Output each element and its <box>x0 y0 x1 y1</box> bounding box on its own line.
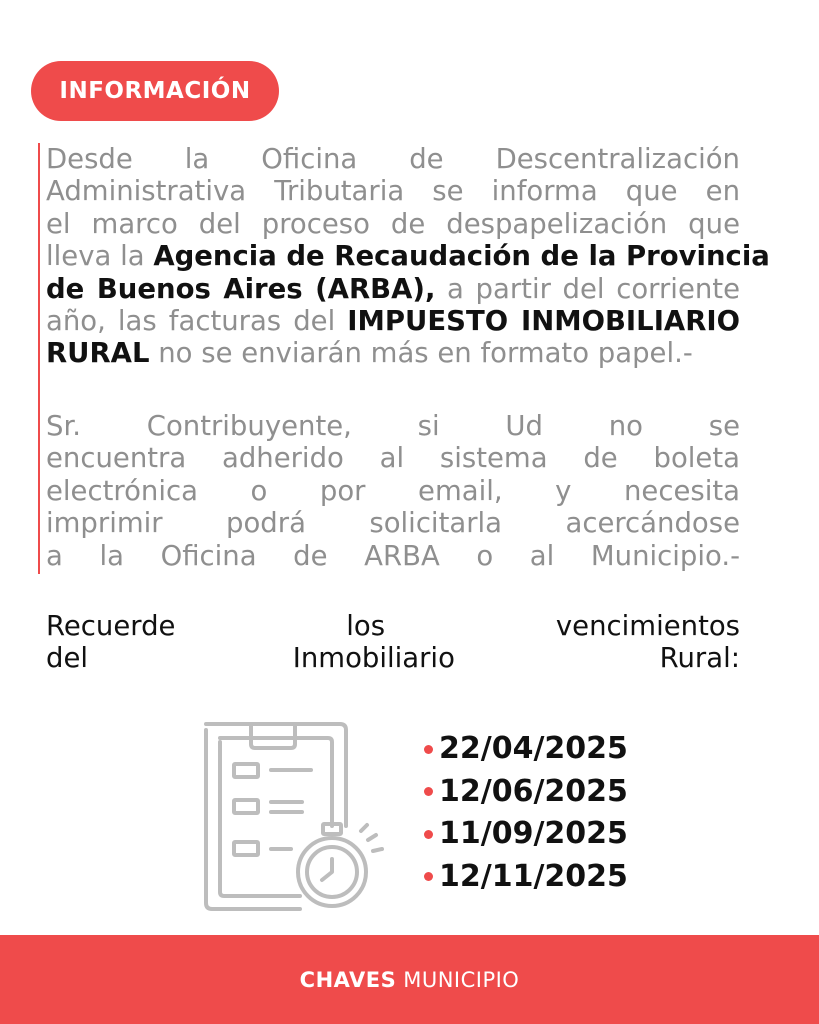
tax-name-cont: RURAL <box>46 337 150 370</box>
p2-line-5: a la Oficina de ARBA o al Municipio.- <box>46 539 740 572</box>
tax-name: IMPUESTO INMOBILIARIO <box>347 305 740 338</box>
p2-line-3: electrónica o por email, y necesita <box>46 474 740 507</box>
due-date <box>424 813 628 856</box>
due-date-text: 22/04/2025 <box>439 731 628 766</box>
p1-line-5-text: a partir del corriente <box>435 272 740 305</box>
p3-line-1: Recuerde los vencimientos <box>46 610 740 642</box>
footer-brand: CHAVES <box>299 967 397 992</box>
bullet-dot-icon <box>424 745 433 754</box>
p1-line-6-text: año, las facturas del <box>46 305 348 338</box>
p1-line-2: Administrativa Tributaria se informa que en <box>46 175 740 208</box>
bullet-dot-icon <box>424 830 433 839</box>
accent-rule <box>38 143 40 574</box>
due-date <box>424 856 628 899</box>
due-dates-list <box>424 728 628 898</box>
p2-line-2: encuentra adherido al sistema de boleta <box>46 442 740 475</box>
info-badge: INFORMACIÓN <box>31 61 279 121</box>
reminder-heading <box>46 610 740 674</box>
p1-line-7-text: no se enviarán más en formato papel.- <box>149 337 693 370</box>
p1-line-5 <box>46 273 740 305</box>
due-date-text: 11/09/2025 <box>439 816 628 851</box>
due-date-text: 12/06/2025 <box>439 773 628 809</box>
due-date <box>424 728 628 771</box>
agency-name-cont: de Buenos Aires (ARBA), <box>46 272 436 305</box>
p1-line-4 <box>46 240 770 273</box>
p1-line-6 <box>46 305 740 337</box>
p2-line-1: Sr. Contribuyente, si Ud no se <box>46 410 740 442</box>
bullet-dot-icon <box>424 872 433 881</box>
due-date-text: 12/11/2025 <box>439 858 628 894</box>
p3-line-2: del Inmobiliario Rural: <box>46 642 740 674</box>
p1-line-4-text: lleva la <box>46 240 154 273</box>
checklist-clock-icon <box>196 714 386 914</box>
p1-line-1: Desde la Oficina de Descentralización <box>46 143 740 175</box>
footer-brand-suffix: MUNICIPIO <box>403 967 520 992</box>
contributor-paragraph <box>46 410 740 572</box>
agency-name: Agencia de Recaudación de la Provincia <box>153 240 770 273</box>
p1-line-7 <box>46 337 740 369</box>
bullet-dot-icon <box>424 787 433 796</box>
footer-bar <box>0 935 819 1024</box>
p2-line-4: imprimir podrá solicitarla acercándose <box>46 507 740 540</box>
info-paragraph <box>46 143 770 370</box>
p1-line-3: el marco del proceso de despapelización que <box>46 207 740 240</box>
due-date <box>424 771 628 814</box>
